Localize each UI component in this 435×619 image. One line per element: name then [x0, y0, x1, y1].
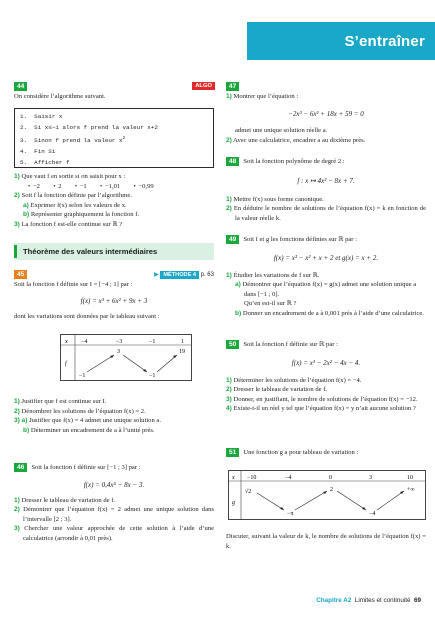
- table-x-value: −1: [149, 339, 156, 345]
- table-f-value: 19: [179, 349, 185, 355]
- exercise-45: [14, 270, 214, 322]
- question: Donner un encadrement de a à 0,001 près à l’aide d’une calculatrice.: [242, 309, 424, 317]
- question: Donner, en justifiant, le nombre de solutions de l’équation f(x) = −12.: [233, 395, 418, 403]
- exercise-intro: Soit la fonction f définie sur I = [−4 ; 1] par :: [14, 280, 133, 288]
- option: • −0,99: [133, 182, 154, 190]
- question: Montrer que l’équation :: [233, 92, 299, 100]
- question: Mettre f(x) sous forme canonique.: [233, 195, 324, 203]
- method-badge: MÉTHODE 4: [160, 271, 199, 279]
- table-x-value: −10: [247, 475, 257, 481]
- question: Représenter graphiquement la fonction f.: [30, 211, 140, 219]
- exponent: 2: [122, 136, 126, 141]
- table-x-value: 10: [407, 475, 413, 481]
- question: Justifier que f(x) = 4 admet une unique solution a.: [29, 417, 161, 425]
- exercise-number: 51: [226, 448, 239, 457]
- question: Étudier les variations de f sur ℝ.: [233, 271, 320, 279]
- table-g-value: 2: [330, 487, 333, 493]
- section-title: Théorème des valeurs intermédiaires: [23, 247, 158, 256]
- algorithm-line: Sinon f prend la valeur x: [34, 136, 123, 144]
- exercise-51-outro: Discuter, suivant la valeur de k, le nombre de solutions de l’équation f(x) = k.: [226, 533, 426, 550]
- exercise-number: 46: [14, 463, 27, 472]
- line-number: 1.: [20, 113, 28, 120]
- arrow-head: [280, 507, 284, 510]
- table-x-value: 0: [329, 475, 332, 481]
- question: En déduire le nombre de solutions de l’équation f(x) = k en fonction de la valeur réelle k.: [233, 205, 426, 222]
- option: • −1,01: [99, 182, 121, 190]
- exercise-46: 46 Soit la fonction f définie sur [−1 ; 3] par : f(x) = 0,4x⁵ − 8x − 3. 1) Dresser le tableau de variation de f. 2) Démontrer que l’équation f(x) = 2 admet une unique solution dans l’intervalle [2 ; 3]. 3) Chercher une valeur approchée de cette solution à l’aide d’une calculatrice (arrondir à 0,01 près).: [14, 464, 214, 542]
- exercise-number: 50: [226, 340, 239, 349]
- exercise-47: 47 1) Montrer que l’équation : −2x³ − 6x² + 18x + 59 = 0 admet une unique solution réelle a. 2) Avec une calculatrice, encadrer a au dixième près.: [226, 82, 426, 145]
- exercise-45-questions: 1) Justifier que f est continue sur I. 2) Dénombrer les solutions de l’équation f(x) = 2. 3) a) Justifier que f(x) = 4 admet une unique solution a. b) Déterminer un encadrement de a à l’unité près.: [14, 398, 161, 434]
- exercise-number: 49: [226, 235, 239, 244]
- page-reference: p. 63: [200, 272, 214, 278]
- algo-badge: ALGO: [192, 82, 215, 90]
- table-g-value: −4: [369, 511, 376, 517]
- exercise-text: dont les variations sont données par le tableau suivant :: [14, 313, 160, 321]
- variation-arrows: [257, 491, 404, 510]
- question: La fonction f est-elle continue sur ℝ ?: [21, 220, 123, 228]
- formula: f(x) = x³ − x² + x + 2 et g(x) = x + 2.: [273, 253, 379, 262]
- formula: f(x) = x³ − 2x² − 4x − 4.: [291, 358, 361, 367]
- option: • 2: [53, 182, 62, 190]
- table-x-value: 1: [181, 339, 184, 345]
- question: Déterminer les solutions de l’équation f(x) = −4.: [233, 376, 362, 384]
- exercise-intro: Soit la fonction f définie sur [−1 ; 3] par :: [31, 464, 141, 471]
- line-number: 4.: [20, 147, 28, 155]
- exercise-44: [14, 82, 214, 101]
- variation-arrows: [87, 355, 177, 372]
- question: Soit f la fonction définie par l’algorithme.: [21, 192, 132, 200]
- algorithm-line: Fin Si: [34, 147, 56, 155]
- exercise-intro: Soit la fonction f définie sur ℝ par :: [243, 341, 338, 348]
- exercise-intro: On considère l’algorithme suivant.: [14, 92, 106, 100]
- table-x-value: −4: [285, 475, 292, 481]
- line-number: 3.: [20, 136, 28, 144]
- formula: f(x) = 0,4x⁵ − 8x − 3.: [83, 480, 145, 489]
- question: Avec une calculatrice, encadrer a au dixième près.: [233, 136, 366, 144]
- variation-table: [60, 334, 192, 381]
- exercise-49: 49 Soit f et g les fonctions définies sur ℝ par : f(x) = x³ − x² + x + 2 et g(x) = x + 2. 1) Étudier les variations de f sur ℝ. a) Démontrer que l’équation f(x) = g(x) admet une solution unique a dans [−1 ; 0]. Qu’en est-il sur ℝ ? b) Donner un encadrement de a à 0,001 près à l’aide d’une calculatrice.: [226, 235, 426, 318]
- table-f-value: −1: [149, 373, 156, 379]
- section-marker: [14, 245, 17, 258]
- variation-table: [228, 470, 426, 520]
- question: Dresser le tableau de variation de f.: [21, 496, 116, 504]
- algorithm-line: Si x≤−1 alors f prend la valeur x+2: [34, 124, 158, 131]
- question: Qu’en est-il sur ℝ ?: [244, 300, 297, 308]
- table-x-value: −4: [81, 339, 88, 345]
- table-f-value: −1: [79, 373, 86, 379]
- question: Existe-t-il un réel y tel que l’équation f(x) = y n’ait aucune solution ?: [233, 405, 416, 413]
- exercise-51: [226, 448, 426, 458]
- table-f-value: 3: [117, 349, 120, 355]
- exercise-intro: Soit f et g les fonctions définies sur ℝ par :: [243, 236, 357, 243]
- algorithm-line: Afficher f: [34, 158, 70, 166]
- exercise-intro: Soit la fonction polynôme de degré 2 :: [243, 158, 345, 165]
- formula: f : x ↦ 4x² − 8x + 7.: [297, 176, 355, 185]
- exercise-number: 47: [226, 82, 239, 91]
- option: • −1: [74, 182, 87, 190]
- arrow-right-icon: ▶: [154, 272, 159, 278]
- chapter-title: Limites et continuité: [354, 597, 411, 604]
- table-g-label: g: [232, 500, 235, 506]
- exercise-48: 48 Soit la fonction polynôme de degré 2 : f : x ↦ 4x² − 8x + 7. 1) Mettre f(x) sous forme canonique. 2) En déduire le nombre de solutions de l’équation f(x) = k en fonction de la valeur réelle k.: [226, 158, 426, 222]
- line-number: 2.: [20, 124, 28, 131]
- algorithm-line: Saisir x: [34, 113, 63, 120]
- question: Déterminer un encadrement de a à l’unité près.: [30, 426, 155, 434]
- method-reference: [154, 270, 214, 280]
- question: Démontrer que l’équation f(x) = 2 admet une unique solution dans l’intervalle [2 ; 3].: [23, 506, 214, 523]
- algorithm-box: [14, 108, 214, 168]
- exercise-number: 48: [226, 157, 239, 166]
- section-header: [14, 243, 214, 260]
- question: Démontrer que l’équation f(x) = g(x) admet une solution unique a dans [−1 ; 0].: [242, 281, 417, 298]
- exercise-number: 45: [14, 270, 27, 279]
- table-x-value: 3: [369, 475, 372, 481]
- question: Dénombrer les solutions de l’équation f(x) = 2.: [21, 407, 146, 415]
- formula: f(x) = x³ + 6x² + 9x + 3: [80, 297, 148, 306]
- page-number: 69: [413, 597, 421, 604]
- page-title: S’entraîner: [344, 33, 425, 50]
- line-number: 5.: [20, 158, 28, 166]
- table-g-value: +∞: [407, 487, 415, 493]
- exercise-intro: Une fonction g a pour tableau de variation :: [243, 449, 359, 456]
- option: • −2: [28, 182, 40, 190]
- chapter-label: Chapitre A2: [316, 597, 352, 604]
- table-f-label: f: [65, 361, 67, 367]
- table-x-label: x: [232, 475, 235, 481]
- question: Exprimer f(x) selon les valeurs de x.: [30, 201, 127, 209]
- question: Que vaut f en sortie si on saisit pour x :: [21, 173, 126, 180]
- table-g-value: √2: [245, 489, 252, 495]
- arrow-head: [323, 491, 327, 494]
- exercise-50: 50 Soit la fonction f définie sur ℝ par : f(x) = x³ − 2x² − 4x − 4. 1) Déterminer les solutions de l’équation f(x) = −4. 2) Dresser le tableau de variation de f. 3) Donner, en justifiant, le nombre de solutions de l’équation f(x) = −12. 4) Existe-t-il un réel y tel que l’équation f(x) = y n’ait aucune solution ?: [226, 340, 426, 414]
- table-g-value: −π: [287, 511, 294, 517]
- question: admet une unique solution réelle a.: [235, 127, 328, 135]
- page-footer: [316, 596, 421, 605]
- table-x-label: x: [65, 339, 68, 345]
- question: Chercher une valeur approchée de cette solution à l’aide d’une calculatrice (arrondir à 0,01 près).: [23, 525, 214, 542]
- question: Dresser le tableau de variation de f.: [233, 386, 328, 394]
- formula: −2x³ − 6x² + 18x + 59 = 0: [288, 110, 364, 119]
- question: Justifier que f est continue sur I.: [21, 398, 107, 405]
- arrow-head: [110, 355, 114, 358]
- exercise-44-questions: 1) Que vaut f en sortie si on saisit pour x : • −2 • 2 • −1 • −1,01 • −0,99 2) Soit f la fonction définie par l’algorithme. a) Exprimer f(x) selon les valeurs de x. b) Représenter graphiquement la fonction f. 3) La fonction f est-elle continue sur ℝ ?: [14, 173, 154, 228]
- exercise-number: 44: [14, 82, 27, 91]
- table-x-value: −3: [116, 339, 123, 345]
